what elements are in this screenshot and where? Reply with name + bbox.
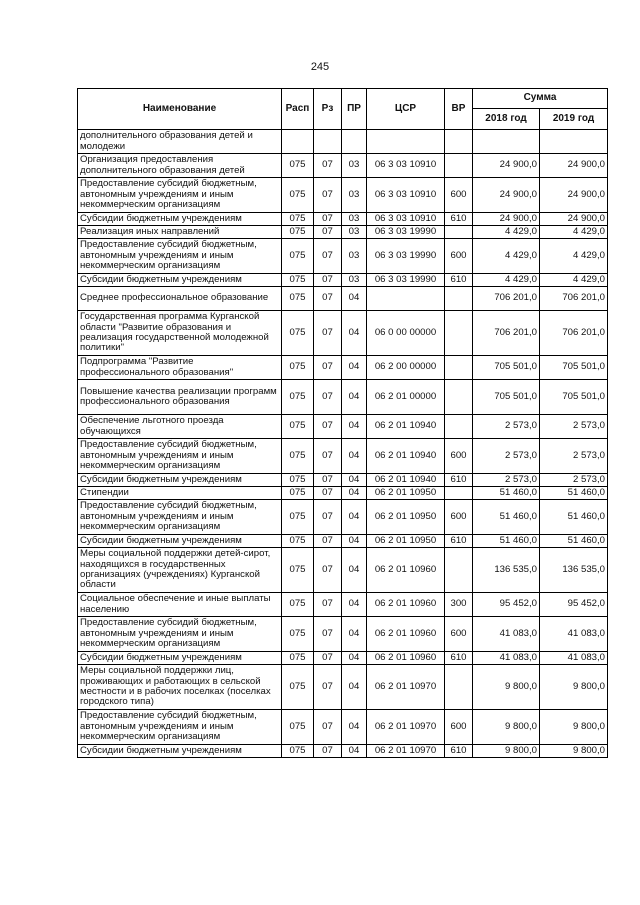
cell-2019: 2 573,0 — [540, 439, 608, 474]
cell-rasp: 075 — [282, 380, 314, 415]
cell-rasp: 075 — [282, 274, 314, 287]
cell-2018: 51 460,0 — [473, 535, 540, 548]
header-summa: Сумма — [473, 89, 608, 109]
cell-rasp: 075 — [282, 617, 314, 652]
cell-name: Стипендии — [78, 487, 282, 500]
cell-name: Предоставление субсидий бюджетным, автономным учреждениям и иным некоммерческим организациям — [78, 439, 282, 474]
cell-vr — [445, 356, 473, 380]
cell-vr — [445, 415, 473, 439]
cell-csr: 06 2 01 10950 — [367, 500, 445, 535]
table-body — [78, 130, 608, 758]
cell-2019: 9 800,0 — [540, 745, 608, 758]
header-rz: Рз — [314, 89, 342, 130]
cell-name: Меры социальной поддержки лиц, проживающих и работающих в сельской местности и в рабочих поселках (поселках городского типа) — [78, 665, 282, 710]
cell-name: Реализация иных направлений — [78, 226, 282, 239]
cell-csr: 06 3 03 19990 — [367, 239, 445, 274]
cell-pr: 03 — [342, 226, 367, 239]
cell-vr: 610 — [445, 274, 473, 287]
cell-rasp: 075 — [282, 548, 314, 593]
cell-vr — [445, 226, 473, 239]
cell-2019: 51 460,0 — [540, 500, 608, 535]
cell-rasp: 075 — [282, 652, 314, 665]
cell-vr: 600 — [445, 617, 473, 652]
cell-vr — [445, 487, 473, 500]
table-row — [78, 178, 608, 213]
cell-vr: 610 — [445, 535, 473, 548]
table-row — [78, 154, 608, 178]
cell-name: Повышение качества реализации программ профессионального образования — [78, 380, 282, 415]
cell-2018: 51 460,0 — [473, 487, 540, 500]
cell-rasp: 075 — [282, 311, 314, 356]
cell-rz: 07 — [314, 665, 342, 710]
table-row — [78, 130, 608, 154]
cell-2019: 136 535,0 — [540, 548, 608, 593]
cell-2018: 41 083,0 — [473, 617, 540, 652]
table-row — [78, 652, 608, 665]
cell-pr: 03 — [342, 274, 367, 287]
cell-csr: 06 2 01 10960 — [367, 617, 445, 652]
cell-rz — [314, 130, 342, 154]
header-year-2019: 2019 год — [540, 109, 608, 130]
table-header — [78, 89, 608, 130]
cell-rz: 07 — [314, 745, 342, 758]
cell-rasp: 075 — [282, 745, 314, 758]
cell-rz: 07 — [314, 226, 342, 239]
cell-2019 — [540, 130, 608, 154]
cell-2018: 4 429,0 — [473, 239, 540, 274]
cell-name: Предоставление субсидий бюджетным, автономным учреждениям и иным некоммерческим организациям — [78, 178, 282, 213]
cell-rz: 07 — [314, 178, 342, 213]
budget-table — [77, 88, 608, 758]
header-year-2018: 2018 год — [473, 109, 540, 130]
cell-vr: 610 — [445, 652, 473, 665]
cell-rz: 07 — [314, 617, 342, 652]
cell-vr: 600 — [445, 710, 473, 745]
cell-rz: 07 — [314, 287, 342, 311]
cell-csr: 06 2 01 10960 — [367, 652, 445, 665]
cell-rz: 07 — [314, 415, 342, 439]
cell-2018: 4 429,0 — [473, 274, 540, 287]
table-row — [78, 474, 608, 487]
table-row — [78, 710, 608, 745]
cell-2019: 4 429,0 — [540, 239, 608, 274]
cell-vr: 610 — [445, 474, 473, 487]
cell-name: Меры социальной поддержки детей-сирот, находящихся в государственных организациях (учреждениях) Курганской области — [78, 548, 282, 593]
cell-vr — [445, 548, 473, 593]
cell-rasp: 075 — [282, 535, 314, 548]
cell-pr: 04 — [342, 500, 367, 535]
cell-2019: 705 501,0 — [540, 380, 608, 415]
cell-2018: 706 201,0 — [473, 311, 540, 356]
cell-rasp: 075 — [282, 487, 314, 500]
cell-pr: 04 — [342, 287, 367, 311]
cell-name: Субсидии бюджетным учреждениям — [78, 652, 282, 665]
cell-rasp — [282, 130, 314, 154]
header-pr: ПР — [342, 89, 367, 130]
cell-rz: 07 — [314, 439, 342, 474]
cell-pr: 04 — [342, 415, 367, 439]
cell-csr: 06 2 01 10950 — [367, 535, 445, 548]
cell-csr: 06 2 01 10970 — [367, 665, 445, 710]
cell-rasp: 075 — [282, 710, 314, 745]
cell-2018: 51 460,0 — [473, 500, 540, 535]
cell-csr: 06 3 03 19990 — [367, 274, 445, 287]
table-row — [78, 593, 608, 617]
cell-vr: 300 — [445, 593, 473, 617]
cell-2019: 51 460,0 — [540, 535, 608, 548]
cell-2019: 706 201,0 — [540, 311, 608, 356]
cell-pr: 04 — [342, 380, 367, 415]
cell-pr: 04 — [342, 439, 367, 474]
table-row — [78, 274, 608, 287]
cell-name: Субсидии бюджетным учреждениям — [78, 213, 282, 226]
cell-vr: 600 — [445, 178, 473, 213]
cell-vr: 610 — [445, 745, 473, 758]
cell-2019: 705 501,0 — [540, 356, 608, 380]
cell-rz: 07 — [314, 356, 342, 380]
cell-vr — [445, 380, 473, 415]
table-row — [78, 745, 608, 758]
cell-csr: 06 2 01 10940 — [367, 474, 445, 487]
cell-csr: 06 2 01 10970 — [367, 710, 445, 745]
cell-2019: 41 083,0 — [540, 652, 608, 665]
cell-name: Предоставление субсидий бюджетным, автономным учреждениям и иным некоммерческим организациям — [78, 500, 282, 535]
cell-name: Субсидии бюджетным учреждениям — [78, 535, 282, 548]
cell-pr: 04 — [342, 535, 367, 548]
table-row — [78, 665, 608, 710]
cell-2019: 706 201,0 — [540, 287, 608, 311]
cell-2019: 2 573,0 — [540, 474, 608, 487]
cell-rasp: 075 — [282, 239, 314, 274]
cell-pr: 04 — [342, 652, 367, 665]
cell-name: Субсидии бюджетным учреждениям — [78, 274, 282, 287]
cell-pr: 04 — [342, 311, 367, 356]
cell-2018: 136 535,0 — [473, 548, 540, 593]
cell-rasp: 075 — [282, 154, 314, 178]
table-row — [78, 439, 608, 474]
cell-rz: 07 — [314, 274, 342, 287]
cell-rasp: 075 — [282, 226, 314, 239]
cell-csr: 06 3 03 10910 — [367, 213, 445, 226]
cell-pr: 04 — [342, 617, 367, 652]
cell-2019: 2 573,0 — [540, 415, 608, 439]
cell-name: Предоставление субсидий бюджетным, автономным учреждениям и иным некоммерческим организациям — [78, 710, 282, 745]
table-row — [78, 535, 608, 548]
table-row — [78, 548, 608, 593]
cell-csr — [367, 287, 445, 311]
cell-rz: 07 — [314, 535, 342, 548]
cell-csr: 06 3 03 10910 — [367, 178, 445, 213]
cell-2018: 2 573,0 — [473, 474, 540, 487]
cell-2019: 24 900,0 — [540, 178, 608, 213]
cell-rz: 07 — [314, 710, 342, 745]
table-row — [78, 415, 608, 439]
cell-vr: 600 — [445, 239, 473, 274]
cell-rasp: 075 — [282, 439, 314, 474]
table-row — [78, 500, 608, 535]
cell-name: Среднее профессиональное образование — [78, 287, 282, 311]
table-row — [78, 356, 608, 380]
table-row — [78, 239, 608, 274]
cell-2019: 9 800,0 — [540, 665, 608, 710]
table-row — [78, 380, 608, 415]
cell-vr — [445, 287, 473, 311]
cell-csr: 06 2 01 10970 — [367, 745, 445, 758]
header-vr: ВР — [445, 89, 473, 130]
cell-2019: 41 083,0 — [540, 617, 608, 652]
cell-csr: 06 0 00 00000 — [367, 311, 445, 356]
cell-vr — [445, 311, 473, 356]
cell-2018: 9 800,0 — [473, 665, 540, 710]
cell-2019: 24 900,0 — [540, 154, 608, 178]
cell-2019: 24 900,0 — [540, 213, 608, 226]
page-number: 245 — [310, 61, 330, 73]
cell-vr — [445, 130, 473, 154]
cell-2018: 2 573,0 — [473, 439, 540, 474]
cell-rz: 07 — [314, 154, 342, 178]
cell-csr — [367, 130, 445, 154]
cell-name: Подпрограмма "Развитие профессионального образования" — [78, 356, 282, 380]
cell-name: Обеспечение льготного проезда обучающихся — [78, 415, 282, 439]
cell-pr: 04 — [342, 710, 367, 745]
cell-vr: 610 — [445, 213, 473, 226]
cell-name: Субсидии бюджетным учреждениям — [78, 474, 282, 487]
cell-pr — [342, 130, 367, 154]
cell-name: Организация предоставления дополнительного образования детей — [78, 154, 282, 178]
cell-2019: 9 800,0 — [540, 710, 608, 745]
cell-name: Субсидии бюджетным учреждениям — [78, 745, 282, 758]
cell-vr — [445, 154, 473, 178]
cell-2018: 4 429,0 — [473, 226, 540, 239]
cell-2018: 95 452,0 — [473, 593, 540, 617]
cell-rz: 07 — [314, 500, 342, 535]
header-csr: ЦСР — [367, 89, 445, 130]
cell-rasp: 075 — [282, 500, 314, 535]
cell-name: Предоставление субсидий бюджетным, автономным учреждениям и иным некоммерческим организациям — [78, 617, 282, 652]
cell-csr: 06 2 01 10940 — [367, 415, 445, 439]
cell-pr: 03 — [342, 239, 367, 274]
header-rasp: Расп — [282, 89, 314, 130]
cell-2018: 705 501,0 — [473, 356, 540, 380]
cell-vr: 600 — [445, 439, 473, 474]
cell-2019: 95 452,0 — [540, 593, 608, 617]
cell-name: Социальное обеспечение и иные выплаты населению — [78, 593, 282, 617]
cell-csr: 06 3 03 19990 — [367, 226, 445, 239]
cell-rz: 07 — [314, 548, 342, 593]
cell-rz: 07 — [314, 380, 342, 415]
table-row — [78, 617, 608, 652]
cell-2018: 24 900,0 — [473, 154, 540, 178]
cell-2018 — [473, 130, 540, 154]
cell-name: Государственная программа Курганской области "Развитие образования и реализация государственной молодежной политики" — [78, 311, 282, 356]
cell-name: Предоставление субсидий бюджетным, автономным учреждениям и иным некоммерческим организациям — [78, 239, 282, 274]
cell-csr: 06 2 01 10950 — [367, 487, 445, 500]
cell-pr: 03 — [342, 213, 367, 226]
cell-pr: 04 — [342, 665, 367, 710]
cell-rz: 07 — [314, 474, 342, 487]
cell-pr: 04 — [342, 548, 367, 593]
table-row — [78, 311, 608, 356]
cell-csr: 06 2 00 00000 — [367, 356, 445, 380]
cell-2018: 24 900,0 — [473, 213, 540, 226]
cell-csr: 06 3 03 10910 — [367, 154, 445, 178]
cell-rz: 07 — [314, 239, 342, 274]
cell-vr — [445, 665, 473, 710]
cell-rasp: 075 — [282, 356, 314, 380]
cell-rasp: 075 — [282, 287, 314, 311]
cell-rasp: 075 — [282, 178, 314, 213]
cell-2018: 41 083,0 — [473, 652, 540, 665]
cell-2019: 4 429,0 — [540, 226, 608, 239]
cell-2019: 4 429,0 — [540, 274, 608, 287]
cell-2019: 51 460,0 — [540, 487, 608, 500]
table-row — [78, 213, 608, 226]
cell-rasp: 075 — [282, 474, 314, 487]
cell-rasp: 075 — [282, 415, 314, 439]
cell-2018: 9 800,0 — [473, 710, 540, 745]
cell-2018: 705 501,0 — [473, 380, 540, 415]
cell-pr: 03 — [342, 178, 367, 213]
cell-rasp: 075 — [282, 213, 314, 226]
cell-2018: 9 800,0 — [473, 745, 540, 758]
cell-vr: 600 — [445, 500, 473, 535]
cell-rz: 07 — [314, 487, 342, 500]
cell-2018: 2 573,0 — [473, 415, 540, 439]
cell-rz: 07 — [314, 593, 342, 617]
cell-csr: 06 2 01 10960 — [367, 593, 445, 617]
cell-pr: 04 — [342, 487, 367, 500]
cell-rz: 07 — [314, 652, 342, 665]
cell-pr: 04 — [342, 356, 367, 380]
table-row — [78, 487, 608, 500]
cell-rasp: 075 — [282, 665, 314, 710]
table-row — [78, 287, 608, 311]
cell-csr: 06 2 01 10940 — [367, 439, 445, 474]
cell-pr: 04 — [342, 593, 367, 617]
header-name: Наименование — [78, 89, 282, 130]
cell-2018: 24 900,0 — [473, 178, 540, 213]
table-row — [78, 226, 608, 239]
cell-name: дополнительного образования детей и молодежи — [78, 130, 282, 154]
cell-rz: 07 — [314, 213, 342, 226]
cell-pr: 04 — [342, 474, 367, 487]
cell-csr: 06 2 01 00000 — [367, 380, 445, 415]
cell-rz: 07 — [314, 311, 342, 356]
cell-csr: 06 2 01 10960 — [367, 548, 445, 593]
cell-pr: 04 — [342, 745, 367, 758]
cell-pr: 03 — [342, 154, 367, 178]
cell-2018: 706 201,0 — [473, 287, 540, 311]
cell-rasp: 075 — [282, 593, 314, 617]
